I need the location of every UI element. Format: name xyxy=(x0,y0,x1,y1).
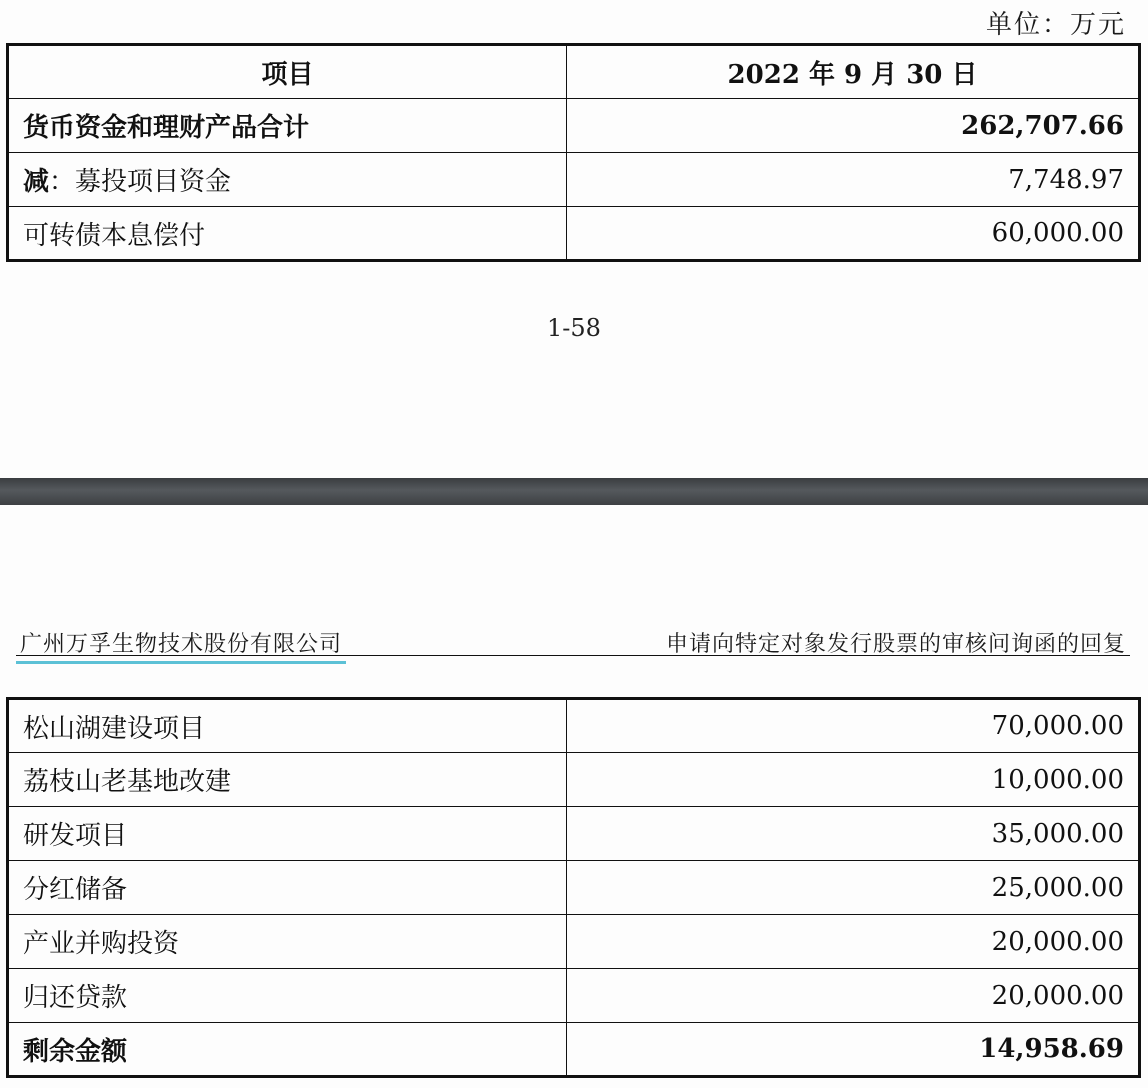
row-label: 荔枝山老基地改建 xyxy=(8,753,567,807)
row-value: 14,958.69 xyxy=(567,1023,1140,1077)
row-label: 货币资金和理财产品合计 xyxy=(8,99,567,153)
header-date: 2022 年 9 月 30 日 xyxy=(567,45,1140,99)
row-label: 剩余金额 xyxy=(8,1023,567,1077)
unit-label: 单位：万元 xyxy=(985,10,1126,40)
table-row xyxy=(8,753,1140,807)
table-row xyxy=(8,807,1140,861)
row-label: ：募投项目资金 xyxy=(49,167,232,197)
table-row xyxy=(8,969,1140,1023)
page-number: 1-58 xyxy=(547,314,601,342)
table-total-row xyxy=(8,1023,1140,1077)
table-header-row xyxy=(8,45,1140,99)
header-item: 项目 xyxy=(8,45,567,99)
table-row xyxy=(8,699,1140,753)
row-value: 20,000.00 xyxy=(567,915,1140,969)
row-value: 20,000.00 xyxy=(567,969,1140,1023)
row-label: 研发项目 xyxy=(8,807,567,861)
row-label: 归还贷款 xyxy=(8,969,567,1023)
row-label: 可转债本息偿付 xyxy=(8,207,567,261)
table-row xyxy=(8,915,1140,969)
table-row xyxy=(8,99,1140,153)
table-row xyxy=(8,153,1140,207)
document-title: 申请向特定对象发行股票的审核问询函的回复 xyxy=(665,632,1126,657)
document-page-2 xyxy=(0,505,1148,1088)
funds-table-part-1 xyxy=(6,43,1141,262)
row-value: 7,748.97 xyxy=(567,153,1140,207)
table-row xyxy=(8,861,1140,915)
row-label: 产业并购投资 xyxy=(8,915,567,969)
page-separator xyxy=(0,478,1148,505)
company-name: 广州万孚生物技术股份有限公司 xyxy=(20,627,342,658)
row-value: 10,000.00 xyxy=(567,753,1140,807)
row-value: 25,000.00 xyxy=(567,861,1140,915)
row-value: 70,000.00 xyxy=(567,699,1140,753)
document-page-1 xyxy=(0,0,1148,478)
row-label-composite xyxy=(8,153,567,207)
row-label-lead: 减 xyxy=(23,167,50,197)
row-label: 分红储备 xyxy=(8,861,567,915)
table-row xyxy=(8,207,1140,261)
row-value: 35,000.00 xyxy=(567,807,1140,861)
row-label: 松山湖建设项目 xyxy=(8,699,567,753)
funds-table-part-2 xyxy=(6,697,1141,1078)
row-value: 60,000.00 xyxy=(567,207,1140,261)
row-value: 262,707.66 xyxy=(567,99,1140,153)
header-divider xyxy=(16,655,1130,656)
